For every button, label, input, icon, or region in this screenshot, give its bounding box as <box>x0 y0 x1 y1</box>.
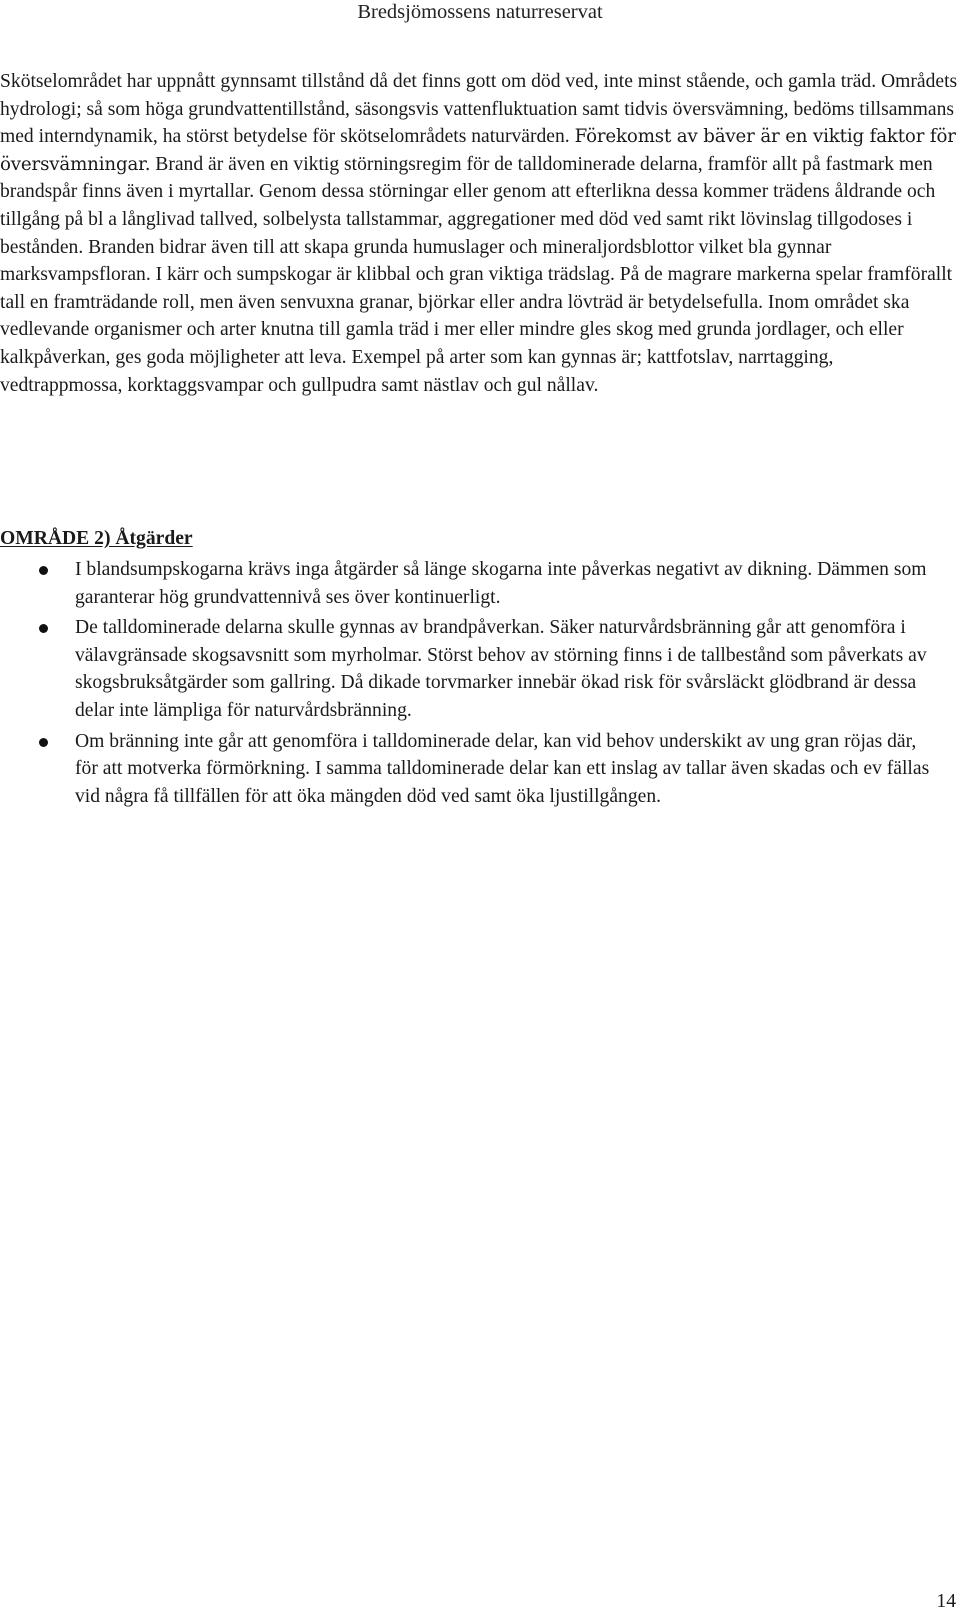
list-item-text: Om bränning inte går att genomföra i talldominerade delar, kan vid behov underskikt av ung gran röjas där, för att motverka förmörkning. I samma talldominerade delar kan ett inslag av tallar även skadas och ev fällas vid några få tillfällen för att öka mängden död ved samt öka ljustillgången. <box>75 730 930 807</box>
body-text-segment: Brand är även en viktig störningsregim för de talldominerade delarna, framför allt på fastmark men brandspår finns även i myrtallar. Genom dessa störningar eller genom att efterlikna dessa kommer trädens åldrande och tillgång på bl a långlivad tallved, solbelysta tallstammar, aggregationer med död ved samt rikt lövinslag tillgodoses i bestånden. Branden bidrar även till att skapa grunda humuslager och mineraljordsblottor vilket bla gynnar marksvampsfloran. I kärr och sumpskogar är klibbal och gran viktiga trädslag. På de magrare markerna spelar framförallt tall en framträdande roll, men även senvuxna granar, björkar eller andra lövträd är betydelsefulla. Inom området ska vedlevande organismer och arter knutna till gamla träd i mer eller mindre gles skog med grunda jordlager, och eller kalkpåverkan, ges goda möjligheter att leva. Exempel på arter som kan gynnas är; kattfotslav, narrtagging, vedtrappmossa, korktaggsvampar och gullpudra samt nästlav och gul nållav. <box>0 153 953 396</box>
measures-list <box>0 556 930 813</box>
list-item <box>0 728 930 811</box>
bullet-icon <box>39 624 48 633</box>
section-heading: OMRÅDE 2) Åtgärder <box>0 528 193 549</box>
bullet-icon <box>39 738 48 747</box>
page-header: Bredsjömossens naturreservat <box>357 1 603 23</box>
page-number: 14 <box>936 1591 956 1612</box>
list-item <box>0 556 930 611</box>
body-paragraph <box>0 68 958 399</box>
list-item-text: De talldominerade delarna skulle gynnas av brandpåverkan. Säker naturvårdsbränning går att genomföra i välavgränsade skogsavsnitt som myrholmar. Störst behov av störning finns i de tallbestånd som påverkats av skogsbruksåtgärder som gallring. Då dikade torvmarker innebär ökad risk för svårsläckt glödbrand är dessa delar inte lämpliga för naturvårdsbränning. <box>75 617 927 721</box>
bullet-icon <box>39 566 48 575</box>
body-text-segment: Skötselområdet har uppnått gynnsamt tillstånd då det finns gott om död ved, inte minst stående, och gamla träd. Områdets hydrologi; så som höga grundvattentillstånd, säsongsvis vattenfluktuation samt tidvis översvämning, bedöms tillsammans med interndynamik, ha störst betydelse för skötselområdets naturvärden. <box>0 71 958 148</box>
list-item-text: I blandsumpskogarna krävs inga åtgärder så länge skogarna inte påverkas negativt av dikning. Dämmen som garanterar hög grundvattennivå ses över kontinuerligt. <box>75 559 927 608</box>
body-text-segment: Förekomst av bäver är en viktig faktor för översvämningar. <box>0 126 956 175</box>
list-item <box>0 614 930 724</box>
